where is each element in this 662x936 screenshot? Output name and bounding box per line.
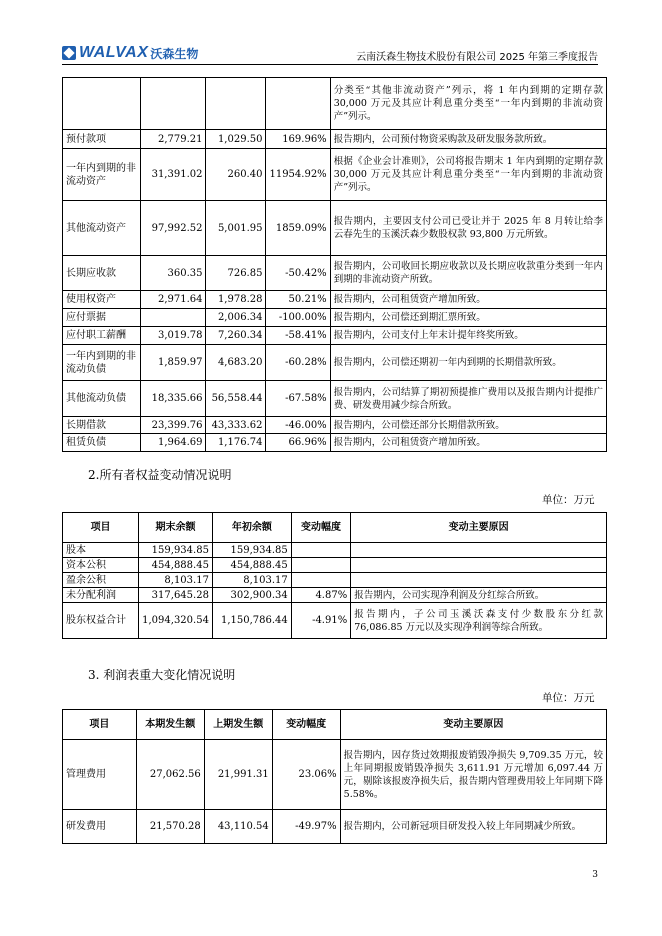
row-change: 169.96%	[266, 130, 330, 149]
table-row	[63, 381, 607, 417]
row-begin-balance: 1,029.50	[206, 130, 266, 149]
row-reason: 报告期内，公司租赁资产增加所致。	[330, 291, 606, 309]
row-reason: 报告期内，公司实现净利润及分红综合所致。	[351, 588, 607, 603]
row-end-balance: 317,645.28	[139, 588, 213, 603]
table-row	[63, 78, 607, 130]
col-header-begin-balance: 年初余额	[212, 513, 291, 543]
row-change: -67.58%	[266, 381, 330, 417]
row-item: 其他流动资产	[63, 201, 141, 256]
row-reason: 报告期内，主要因支付公司已受让并于 2025 年 8 月转让给李云春先生的玉溪沃森少数股权款 93,800 万元所致。	[330, 201, 606, 256]
col-header-item: 项目	[63, 710, 137, 740]
equity-changes-table	[62, 512, 607, 639]
row-begin-balance: 5,001.95	[206, 201, 266, 256]
table-row	[63, 309, 607, 327]
logo-icon	[62, 46, 76, 60]
col-header-reason: 变动主要原因	[351, 513, 607, 543]
row-end-balance: 2,971.64	[140, 291, 206, 309]
col-header-change: 变动幅度	[272, 710, 340, 740]
row-end-balance: 31,391.02	[140, 149, 206, 201]
row-begin-balance: 260.40	[206, 149, 266, 201]
row-change: 1859.09%	[266, 201, 330, 256]
row-item: 一年内到期的非流动负债	[63, 345, 141, 381]
table-row	[63, 327, 607, 345]
row-end-balance: 1,094,320.54	[139, 603, 213, 639]
company-logo	[62, 44, 198, 62]
row-item: 股本	[63, 543, 139, 558]
table-row	[63, 558, 607, 573]
row-end-balance: 1,964.69	[140, 434, 206, 452]
page-number: 3	[592, 870, 598, 880]
table-row	[63, 740, 607, 810]
row-item: 长期借款	[63, 417, 141, 434]
row-change: -49.97%	[272, 810, 340, 844]
row-change: -46.00%	[266, 417, 330, 434]
row-begin-balance: 1,176.74	[206, 434, 266, 452]
row-item: 研发费用	[63, 810, 137, 844]
row-end-balance: 360.35	[140, 256, 206, 291]
row-change: -50.42%	[266, 256, 330, 291]
row-end-balance: 3,019.78	[140, 327, 206, 345]
row-begin-balance	[206, 78, 266, 130]
table-row	[63, 149, 607, 201]
row-change	[266, 78, 330, 130]
row-end-balance: 8,103.17	[139, 573, 213, 588]
row-change: 66.96%	[266, 434, 330, 452]
row-begin-balance: 2,006.34	[206, 309, 266, 327]
col-header-reason: 变动主要原因	[340, 710, 606, 740]
row-reason	[351, 543, 607, 558]
row-reason: 报告期内，因存货过效期报废销毁净损失 9,709.35 万元，较上年同期报废销毁净损失 3,611.91 万元增加 6,097.44 万元，剔除该报废净损失后，报告期内管理费用较上年同期下降 5.58%。	[340, 740, 606, 810]
row-change: -60.28%	[266, 345, 330, 381]
row-item: 租赁负债	[63, 434, 141, 452]
row-item: 其他流动负债	[63, 381, 141, 417]
col-header-change: 变动幅度	[291, 513, 350, 543]
row-change: 50.21%	[266, 291, 330, 309]
report-title: 云南沃森生物技术股份有限公司 2025 年第三季度报告	[356, 52, 598, 63]
section-title-equity: 2.所有者权益变动情况说明	[88, 468, 232, 482]
row-end-balance: 18,335.66	[140, 381, 206, 417]
row-begin-balance: 43,333.62	[206, 417, 266, 434]
logo-cn-text: 沃森生物	[150, 46, 199, 61]
row-item: 资本公积	[63, 558, 139, 573]
row-item: 应付职工薪酬	[63, 327, 141, 345]
row-begin-balance: 454,888.45	[212, 558, 291, 573]
table-header-row	[63, 710, 607, 740]
row-reason: 报告期内，公司偿还部分长期借款所致。	[330, 417, 606, 434]
table-row	[63, 130, 607, 149]
row-end-balance	[140, 309, 206, 327]
table-row	[63, 201, 607, 256]
table-row	[63, 588, 607, 603]
row-end-balance	[140, 78, 206, 130]
row-current: 27,062.56	[136, 740, 204, 810]
row-reason: 报告期内，公司支付上年末计提年终奖所致。	[330, 327, 606, 345]
section-title-income: 3. 利润表重大变化情况说明	[88, 668, 236, 682]
table-row	[63, 573, 607, 588]
row-change: 23.06%	[272, 740, 340, 810]
row-begin-balance: 302,900.34	[212, 588, 291, 603]
balance-sheet-changes-table	[62, 77, 607, 452]
row-reason: 报告期内，公司结算了期初预提推广费用以及报告期内计提推广费、研发费用减少综合所致。	[330, 381, 606, 417]
row-begin-balance: 1,978.28	[206, 291, 266, 309]
row-reason: 报告期内，公司新冠项目研发投入较上年同期减少所致。	[340, 810, 606, 844]
col-header-previous: 上期发生额	[204, 710, 272, 740]
row-reason: 报告期内，公司租赁资产增加所致。	[330, 434, 606, 452]
row-item: 长期应收款	[63, 256, 141, 291]
row-reason	[351, 558, 607, 573]
row-item: 股东权益合计	[63, 603, 139, 639]
row-reason: 报告期内，公司收回长期应收款以及长期应收款重分类到一年内到期的非流动资产所致。	[330, 256, 606, 291]
row-item: 使用权资产	[63, 291, 141, 309]
table-header-row	[63, 513, 607, 543]
row-reason	[351, 573, 607, 588]
row-current: 21,570.28	[136, 810, 204, 844]
col-header-item: 项目	[63, 513, 139, 543]
row-change	[291, 573, 350, 588]
row-item: 盈余公积	[63, 573, 139, 588]
row-end-balance: 97,992.52	[140, 201, 206, 256]
table-row	[63, 417, 607, 434]
row-begin-balance: 726.85	[206, 256, 266, 291]
row-reason: 根据《企业会计准则》，公司将报告期末 1 年内到期的定期存款 30,000 万元及其应计利息重分类至“一年内到期的非流动资产”列示。	[330, 149, 606, 201]
table-row	[63, 434, 607, 452]
row-reason: 分类至“其他非流动资产”列示，将 1 年内到期的定期存款 30,000 万元及其应计利息重分类至“一年内到期的非流动资产”列示。	[330, 78, 606, 130]
col-header-current: 本期发生额	[136, 710, 204, 740]
row-change: 11954.92%	[266, 149, 330, 201]
row-reason: 报告期内，公司预付物资采购款及研发服务款所致。	[330, 130, 606, 149]
row-item: 应付票据	[63, 309, 141, 327]
row-item: 预付款项	[63, 130, 141, 149]
row-change: -4.91%	[291, 603, 350, 639]
row-reason: 报告期内，公司偿还到期汇票所致。	[330, 309, 606, 327]
table-row	[63, 256, 607, 291]
row-begin-balance: 159,934.85	[212, 543, 291, 558]
header-divider	[62, 64, 598, 65]
row-begin-balance: 56,558.44	[206, 381, 266, 417]
row-begin-balance: 8,103.17	[212, 573, 291, 588]
row-item	[63, 78, 141, 130]
row-begin-balance: 7,260.34	[206, 327, 266, 345]
table-row	[63, 543, 607, 558]
col-header-end-balance: 期末余额	[139, 513, 213, 543]
row-reason: 报告期内，公司偿还期初一年内到期的长期借款所致。	[330, 345, 606, 381]
logo-text: WALVAX	[79, 44, 149, 61]
table-row	[63, 810, 607, 844]
row-change	[291, 558, 350, 573]
row-item: 管理费用	[63, 740, 137, 810]
row-previous: 43,110.54	[204, 810, 272, 844]
page-header	[62, 42, 598, 64]
unit-label: 单位：万元	[542, 494, 595, 506]
row-change: 4.87%	[291, 588, 350, 603]
table-row	[63, 603, 607, 639]
row-begin-balance: 1,150,786.44	[212, 603, 291, 639]
row-begin-balance: 4,683.20	[206, 345, 266, 381]
row-end-balance: 454,888.45	[139, 558, 213, 573]
row-end-balance: 2,779.21	[140, 130, 206, 149]
row-item: 未分配利润	[63, 588, 139, 603]
unit-label: 单位：万元	[542, 692, 595, 704]
income-statement-changes-table	[62, 709, 607, 844]
table-row	[63, 345, 607, 381]
row-item: 一年内到期的非流动资产	[63, 149, 141, 201]
row-end-balance: 159,934.85	[139, 543, 213, 558]
row-change	[291, 543, 350, 558]
row-reason: 报告期内，子公司玉溪沃森支付少数股东分红款 76,086.85 万元以及实现净利润等综合所致。	[351, 603, 607, 639]
row-previous: 21,991.31	[204, 740, 272, 810]
table-row	[63, 291, 607, 309]
row-end-balance: 23,399.76	[140, 417, 206, 434]
row-end-balance: 1,859.97	[140, 345, 206, 381]
row-change: -100.00%	[266, 309, 330, 327]
row-change: -58.41%	[266, 327, 330, 345]
